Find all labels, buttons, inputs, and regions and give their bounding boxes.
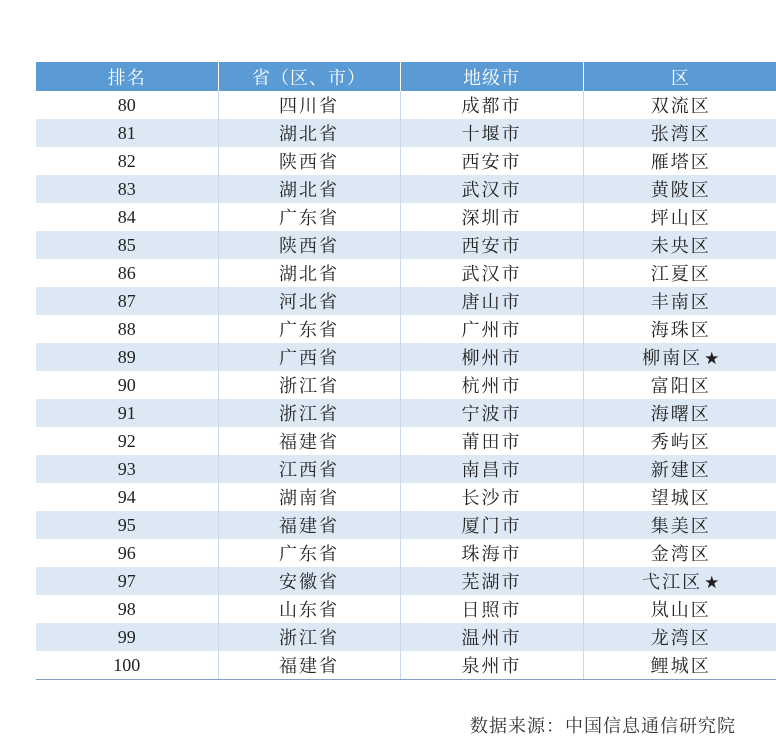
city-cell-text: 柳州市 — [461, 348, 522, 369]
province-cell-text: 安徽省 — [279, 572, 339, 593]
city-cell — [400, 119, 583, 147]
table-row — [36, 147, 776, 175]
province-cell-text: 陕西省 — [279, 152, 339, 173]
city-cell-text: 芜湖市 — [461, 572, 522, 593]
district-cell-text: 海曙区 — [650, 404, 711, 425]
rank-cell-text: 92 — [117, 430, 136, 451]
table-row — [36, 175, 776, 203]
district-cell-text: 富阳区 — [650, 376, 711, 397]
city-cell-text: 莆田市 — [461, 432, 522, 453]
district-cell-text: 江夏区 — [650, 264, 711, 285]
district-cell-text: 鲤城区 — [650, 656, 711, 677]
rank-cell-text: 99 — [117, 626, 136, 647]
table-body — [36, 91, 776, 680]
table-row — [36, 539, 776, 567]
rank-cell — [36, 427, 218, 455]
city-cell — [400, 595, 583, 623]
province-cell-text: 山东省 — [279, 600, 339, 621]
star-icon: ★ — [704, 349, 720, 369]
table-row — [36, 623, 776, 651]
district-cell — [583, 651, 776, 680]
table-row — [36, 455, 776, 483]
district-cell — [583, 175, 776, 203]
city-cell — [400, 287, 583, 315]
rank-cell — [36, 231, 218, 259]
province-cell-text: 福建省 — [279, 656, 339, 677]
province-cell — [218, 511, 400, 539]
province-cell — [218, 455, 400, 483]
city-cell — [400, 147, 583, 175]
province-cell — [218, 203, 400, 231]
district-cell — [583, 623, 776, 651]
district-cell — [583, 455, 776, 483]
district-cell — [583, 511, 776, 539]
city-cell — [400, 231, 583, 259]
city-cell-text: 武汉市 — [461, 264, 522, 285]
table-row — [36, 259, 776, 287]
rank-cell-text: 89 — [117, 346, 136, 367]
district-cell-text: 秀屿区 — [650, 432, 711, 453]
table-row — [36, 511, 776, 539]
district-cell — [583, 203, 776, 231]
province-cell-text: 江西省 — [279, 460, 339, 481]
province-cell-text: 广西省 — [279, 348, 339, 369]
district-cell — [583, 539, 776, 567]
rank-cell-text: 95 — [117, 514, 136, 535]
city-cell — [400, 343, 583, 371]
province-cell-text: 浙江省 — [279, 376, 339, 397]
city-cell-text: 宁波市 — [461, 404, 522, 425]
table-row — [36, 483, 776, 511]
district-cell — [583, 259, 776, 287]
province-cell — [218, 399, 400, 427]
district-cell-text: 岚山区 — [650, 600, 711, 621]
rank-cell-text: 86 — [117, 262, 136, 283]
district-cell-text: 张湾区 — [650, 124, 711, 145]
city-cell — [400, 259, 583, 287]
city-cell — [400, 175, 583, 203]
district-cell — [583, 483, 776, 511]
district-cell-text: 龙湾区 — [650, 628, 711, 649]
province-cell-text: 湖南省 — [279, 488, 339, 509]
rank-cell — [36, 203, 218, 231]
rank-cell — [36, 175, 218, 203]
table-row — [36, 595, 776, 623]
table-row — [36, 567, 776, 595]
city-cell-text: 西安市 — [461, 152, 522, 173]
rank-cell-text: 96 — [117, 542, 136, 563]
district-cell — [583, 147, 776, 175]
province-cell-text: 湖北省 — [279, 180, 339, 201]
rank-cell-text: 80 — [117, 94, 136, 115]
district-cell-text: 金湾区 — [650, 544, 711, 565]
district-cell — [583, 343, 776, 371]
rank-cell-text: 82 — [117, 150, 136, 171]
province-cell — [218, 231, 400, 259]
city-cell-text: 深圳市 — [461, 208, 522, 229]
province-cell-text: 湖北省 — [279, 124, 339, 145]
header-province: 省（区、市） — [218, 62, 400, 91]
province-cell — [218, 651, 400, 680]
rank-cell — [36, 315, 218, 343]
city-cell-text: 武汉市 — [461, 180, 522, 201]
rank-cell — [36, 623, 218, 651]
table-row — [36, 343, 776, 371]
city-cell-text: 长沙市 — [461, 488, 522, 509]
city-cell-text: 厦门市 — [461, 516, 522, 537]
city-cell — [400, 483, 583, 511]
city-cell-text: 泉州市 — [461, 656, 522, 677]
rank-cell-text: 98 — [117, 598, 136, 619]
city-cell-text: 唐山市 — [461, 292, 522, 313]
district-cell-text: 望城区 — [650, 488, 711, 509]
rank-cell-text: 83 — [117, 178, 136, 199]
rank-cell — [36, 287, 218, 315]
table-row — [36, 287, 776, 315]
city-cell-text: 十堰市 — [461, 124, 522, 145]
table-row — [36, 203, 776, 231]
rank-cell — [36, 147, 218, 175]
province-cell — [218, 371, 400, 399]
rank-cell-text: 100 — [113, 654, 141, 675]
table-row — [36, 651, 776, 680]
rank-cell-text: 97 — [117, 570, 136, 591]
rank-cell — [36, 511, 218, 539]
district-cell — [583, 567, 776, 595]
province-cell — [218, 427, 400, 455]
district-cell — [583, 399, 776, 427]
rank-cell — [36, 91, 218, 119]
district-cell-text: 海珠区 — [650, 320, 711, 341]
rank-cell — [36, 595, 218, 623]
province-cell — [218, 623, 400, 651]
rank-cell — [36, 259, 218, 287]
city-cell-text: 日照市 — [461, 600, 522, 621]
province-cell — [218, 567, 400, 595]
rank-cell — [36, 483, 218, 511]
province-cell — [218, 539, 400, 567]
table-row — [36, 427, 776, 455]
district-cell-text: 双流区 — [650, 96, 711, 117]
city-cell-text: 广州市 — [461, 320, 522, 341]
rank-cell-text: 88 — [117, 318, 136, 339]
province-cell — [218, 343, 400, 371]
table-header-row — [36, 62, 776, 91]
province-cell-text: 福建省 — [279, 516, 339, 537]
province-cell-text: 浙江省 — [279, 628, 339, 649]
province-cell — [218, 315, 400, 343]
rank-cell-text: 91 — [117, 402, 136, 423]
province-cell — [218, 175, 400, 203]
district-cell-text: 新建区 — [650, 460, 711, 481]
rank-cell-text: 87 — [117, 290, 136, 311]
city-cell — [400, 315, 583, 343]
table-row — [36, 119, 776, 147]
province-cell — [218, 259, 400, 287]
district-cell — [583, 119, 776, 147]
rank-cell-text: 84 — [117, 206, 136, 227]
rank-cell-text: 90 — [117, 374, 136, 395]
district-cell-text: 柳南区 — [642, 348, 703, 369]
city-cell-text: 温州市 — [461, 628, 522, 649]
province-cell-text: 广东省 — [279, 544, 339, 565]
district-cell — [583, 371, 776, 399]
province-cell — [218, 287, 400, 315]
rank-cell-text: 81 — [117, 122, 136, 143]
province-cell-text: 四川省 — [279, 96, 339, 117]
province-cell-text: 陕西省 — [279, 236, 339, 257]
rank-cell — [36, 371, 218, 399]
city-cell — [400, 203, 583, 231]
city-cell — [400, 427, 583, 455]
rank-cell — [36, 455, 218, 483]
province-cell — [218, 595, 400, 623]
city-cell-text: 西安市 — [461, 236, 522, 257]
city-cell — [400, 567, 583, 595]
rank-cell-text: 94 — [117, 486, 136, 507]
header-rank: 排名 — [36, 62, 218, 91]
district-cell — [583, 91, 776, 119]
table-row — [36, 371, 776, 399]
rank-cell — [36, 119, 218, 147]
city-cell-text: 成都市 — [461, 96, 522, 117]
district-cell-text: 集美区 — [650, 516, 711, 537]
table-row — [36, 91, 776, 119]
city-cell — [400, 539, 583, 567]
district-cell-text: 坪山区 — [650, 208, 711, 229]
table-row — [36, 399, 776, 427]
province-cell-text: 浙江省 — [279, 404, 339, 425]
city-cell — [400, 455, 583, 483]
district-cell — [583, 427, 776, 455]
city-cell — [400, 399, 583, 427]
source-note: 数据来源：中国信息通信研究院 — [470, 716, 736, 737]
table-row — [36, 231, 776, 259]
city-cell — [400, 623, 583, 651]
district-cell-text: 雁塔区 — [650, 152, 711, 173]
district-cell-text: 弋江区 — [642, 572, 703, 593]
province-cell-text: 广东省 — [279, 208, 339, 229]
city-cell — [400, 91, 583, 119]
province-cell-text: 湖北省 — [279, 264, 339, 285]
province-cell-text: 福建省 — [279, 432, 339, 453]
rank-cell-text: 85 — [117, 234, 136, 255]
header-city: 地级市 — [400, 62, 583, 91]
header-district: 区 — [583, 62, 776, 91]
province-cell — [218, 483, 400, 511]
city-cell — [400, 651, 583, 680]
district-cell — [583, 287, 776, 315]
district-cell — [583, 315, 776, 343]
ranking-table — [36, 62, 776, 680]
city-cell — [400, 371, 583, 399]
rank-cell — [36, 539, 218, 567]
city-cell — [400, 511, 583, 539]
district-cell — [583, 595, 776, 623]
district-cell — [583, 231, 776, 259]
district-cell-text: 丰南区 — [650, 292, 711, 313]
province-cell — [218, 119, 400, 147]
rank-cell — [36, 399, 218, 427]
province-cell — [218, 91, 400, 119]
rank-cell — [36, 567, 218, 595]
table-row — [36, 315, 776, 343]
city-cell-text: 南昌市 — [461, 460, 522, 481]
rank-cell — [36, 343, 218, 371]
rank-cell — [36, 651, 218, 680]
province-cell-text: 广东省 — [279, 320, 339, 341]
district-cell-text: 未央区 — [650, 236, 711, 257]
rank-cell-text: 93 — [117, 458, 136, 479]
province-cell — [218, 147, 400, 175]
city-cell-text: 珠海市 — [461, 544, 522, 565]
star-icon: ★ — [704, 573, 720, 593]
city-cell-text: 杭州市 — [461, 376, 522, 397]
district-cell-text: 黄陂区 — [650, 180, 711, 201]
province-cell-text: 河北省 — [279, 292, 339, 313]
